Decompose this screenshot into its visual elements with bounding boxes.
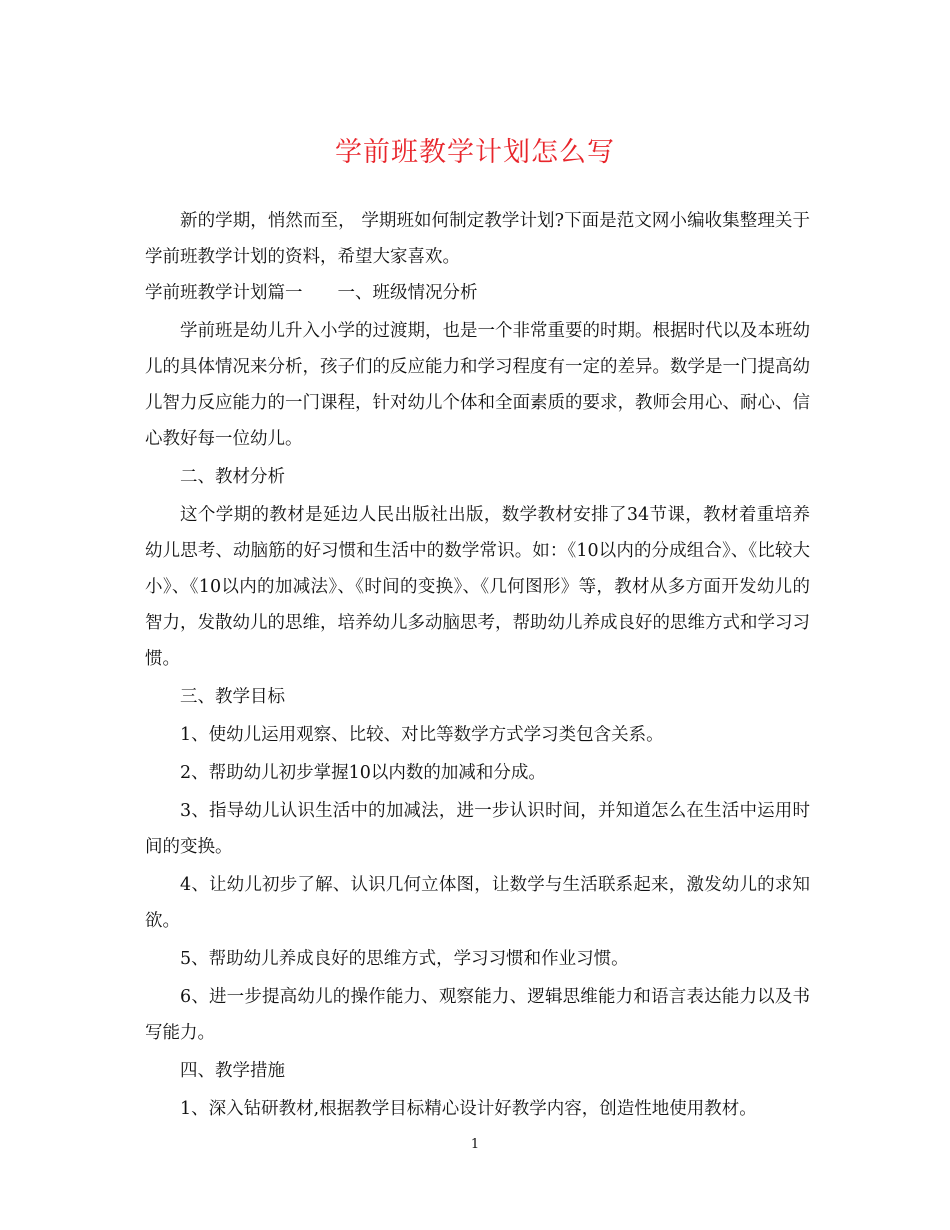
section-heading-materials: 二、教材分析 (180, 467, 285, 487)
section-heading-measures: 四、教学措施 (180, 1061, 285, 1081)
goal-item: 4、让幼儿初步了解、认识几何立体图，让数学与生活联系起来，激发幼儿的求知欲。 (145, 875, 810, 931)
measure-item: 1、深入钻研教材,根据教学目标精心设计好教学内容，创造性地使用教材。 (180, 1099, 757, 1119)
page-title: 学前班教学计划怎么写 (335, 137, 615, 168)
goal-item: 3、指导幼儿认识生活中的加减法，进一步认识时间，并知道怎么在生活中运用时间的变换。 (145, 801, 810, 857)
class-analysis-paragraph: 学前班是幼儿升入小学的过渡期，也是一个非常重要的时期。根据时代以及本班幼儿的具体情况来分析，孩子们的反应能力和学习程度有一定的差异。数学是一门提高幼儿智力反应能力的一门课程，针对幼儿个体和全面素质的要求，教师会用心、耐心、信心教好每一位幼儿。 (145, 321, 810, 449)
page-number: 1 (470, 1137, 480, 1152)
goal-item: 6、进一步提高幼儿的操作能力、观察能力、逻辑思维能力和语言表达能力以及书写能力。 (145, 987, 810, 1043)
goal-item: 1、使幼儿运用观察、比较、对比等数学方式学习类包含关系。 (180, 725, 664, 745)
intro-paragraph: 新的学期，悄然而至， 学期班如何制定教学计划?下面是范文网小编收集整理关于学前班教学计划的资料，希望大家喜欢。 (145, 211, 810, 267)
section-heading-goals: 三、教学目标 (180, 687, 285, 707)
goal-item: 2、帮助幼儿初步掌握10以内数的加减和分成。 (180, 763, 546, 783)
section-heading-class-analysis: 学前班教学计划篇一 一、班级情况分析 (145, 283, 478, 303)
goal-item: 5、帮助幼儿养成良好的思维方式，学习习惯和作业习惯。 (180, 949, 629, 969)
document-body (145, 203, 810, 1127)
materials-paragraph: 这个学期的教材是延边人民出版社出版，数学教材安排了34节课，教材着重培养幼儿思考、动脑筋的好习惯和生活中的数学常识。如：《10以内的分成组合》、《比较大小》、《10以内的加减法》、《时间的变换》、《几何图形》等，教材从多方面开发幼儿的智力，发散幼儿的思维，培养幼儿多动脑思考，帮助幼儿养成良好的思维方式和学习习惯。 (145, 505, 810, 669)
